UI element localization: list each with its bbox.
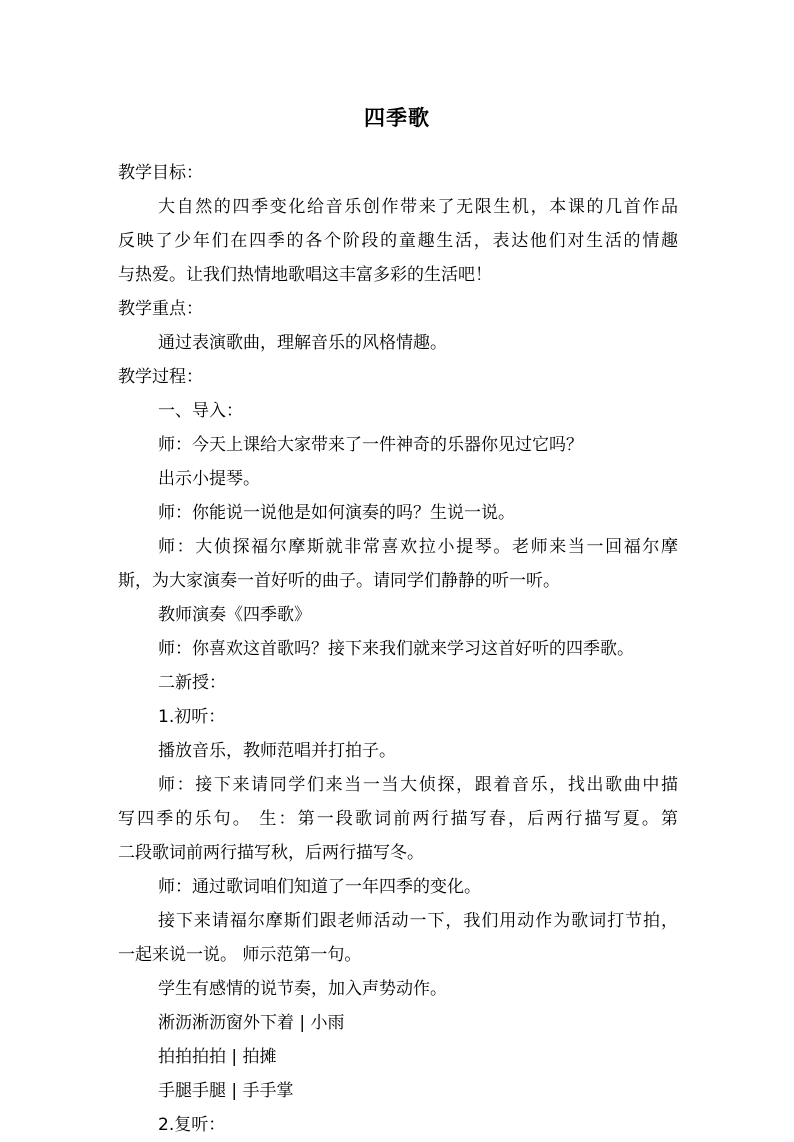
- paragraph-line: 二段歌词前两行描写秋，后两行描写冬。: [118, 843, 424, 863]
- paragraph-line: 教师演奏《四季歌》: [158, 605, 311, 625]
- section-heading: 二新授：: [158, 673, 226, 693]
- paragraph-line: 学生有感情的说节奏，加入声势动作。: [158, 979, 447, 999]
- subsection-heading: 1.初听：: [158, 707, 226, 727]
- paragraph-line: 师：今天上课给大家带来了一件神奇的乐器你见过它吗？: [158, 435, 583, 455]
- paragraph-line: 写四季的乐句。 生：第一段歌词前两行描写春，后两行描写夏。第: [118, 809, 678, 829]
- paragraph-line: 出示小提琴。: [158, 469, 260, 489]
- rhythm-line: 拍拍拍拍 | 拍摊: [158, 1047, 277, 1067]
- paragraph-line: 大自然的四季变化给音乐创作带来了无限生机，本课的几首作品: [158, 197, 678, 217]
- paragraph-line: 与热爱。让我们热情地歌唱这丰富多彩的生活吧！: [118, 265, 492, 285]
- paragraph-line: 师：你能说一说他是如何演奏的吗？生说一说。: [158, 503, 515, 523]
- heading-process: 教学过程：: [118, 367, 203, 387]
- paragraph-line: 斯，为大家演奏一首好听的曲子。请同学们静静的听一听。: [118, 571, 560, 591]
- document-title: 四季歌: [364, 106, 430, 130]
- heading-key-points: 教学重点：: [118, 299, 203, 319]
- rhythm-line: 淅沥淅沥窗外下着 | 小雨: [158, 1013, 345, 1033]
- paragraph-line: 师：接下来请同学们来当一当大侦探，跟着音乐，找出歌曲中描: [158, 775, 678, 795]
- section-heading: 一、导入：: [158, 401, 243, 421]
- paragraph-line: 通过表演歌曲，理解音乐的风格情趣。: [158, 333, 447, 353]
- rhythm-line: 手腿手腿 | 手手掌: [158, 1081, 294, 1101]
- heading-objectives: 教学目标：: [118, 163, 203, 183]
- paragraph-line: 播放音乐，教师范唱并打拍子。: [158, 741, 396, 761]
- paragraph-line: 反映了少年们在四季的各个阶段的童趣生活，表达他们对生活的情趣: [118, 231, 678, 251]
- paragraph-line: 接下来请福尔摩斯们跟老师活动一下，我们用动作为歌词打节拍，: [158, 911, 678, 931]
- paragraph-line: 一起来说一说。 师示范第一句。: [118, 945, 362, 965]
- subsection-heading: 2.复听：: [158, 1115, 226, 1135]
- paragraph-line: 师：大侦探福尔摩斯就非常喜欢拉小提琴。老师来当一回福尔摩: [158, 537, 678, 557]
- document-body: [118, 156, 678, 1142]
- paragraph-line: 师：你喜欢这首歌吗？接下来我们就来学习这首好听的四季歌。: [158, 639, 634, 659]
- paragraph-line: 师：通过歌词咱们知道了一年四季的变化。: [158, 877, 481, 897]
